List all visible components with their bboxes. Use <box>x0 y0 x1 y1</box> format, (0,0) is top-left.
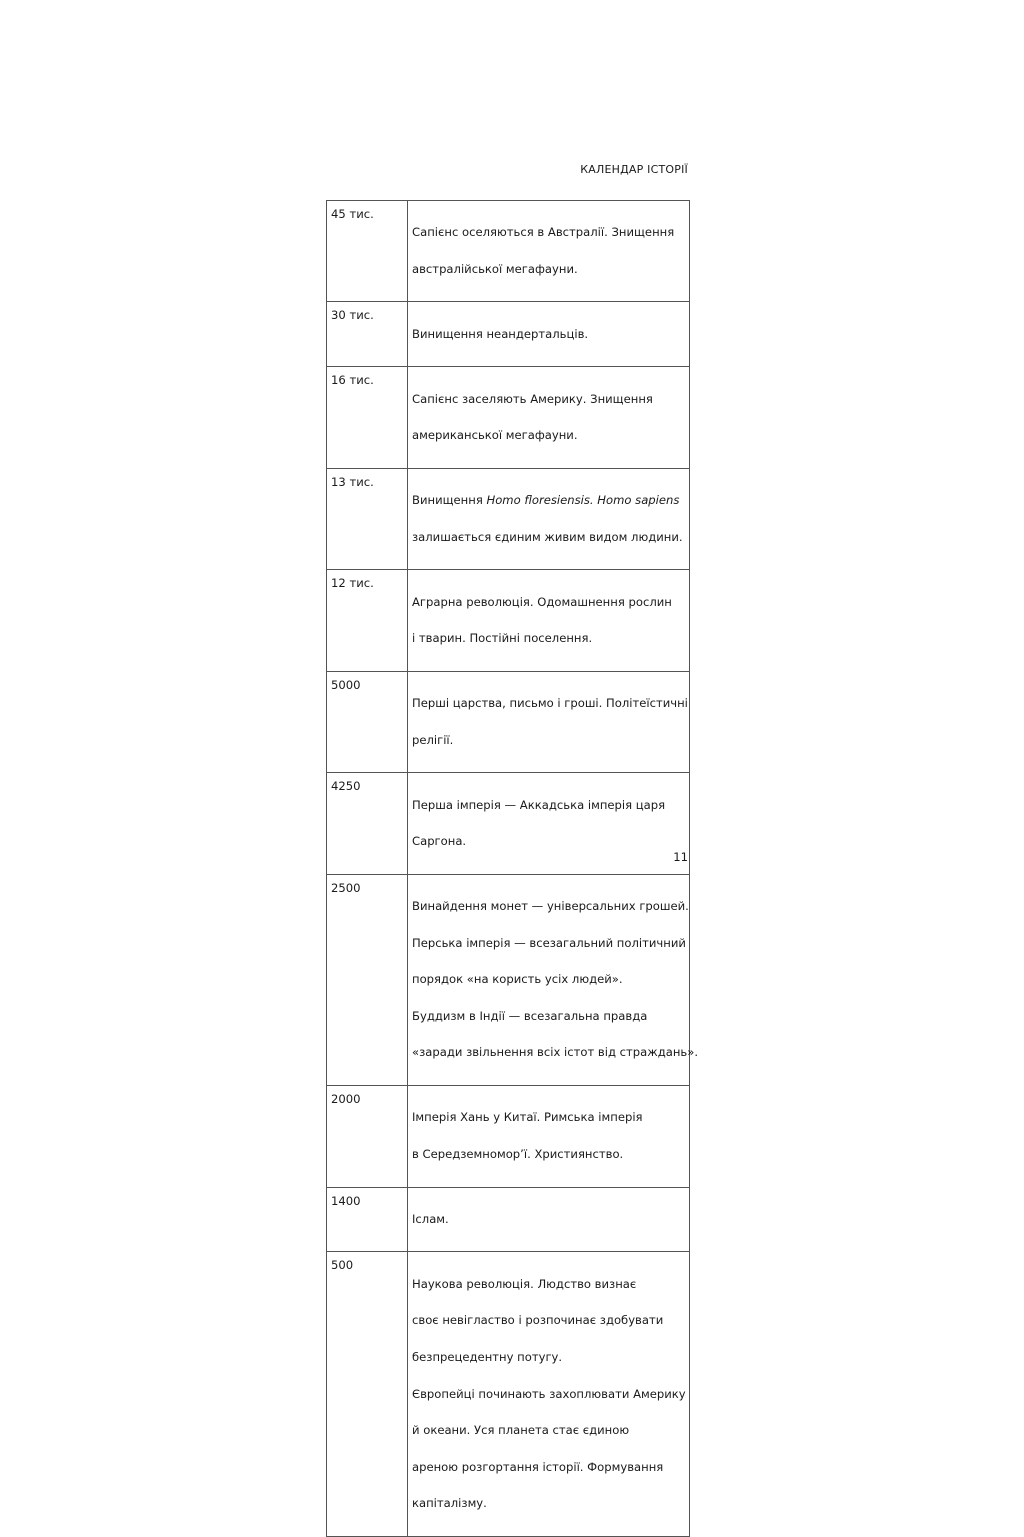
event-cell <box>408 468 690 569</box>
timeline-table <box>326 200 699 1537</box>
event-line: своє невігластво і розпочинає здобувати <box>412 1313 664 1328</box>
event-line: в Середземномор’ї. Християнство. <box>412 1146 624 1161</box>
event-line: Саргона. <box>412 834 467 849</box>
event-line: капіталізму. <box>412 1496 487 1511</box>
date-cell: 1400 <box>327 1187 408 1252</box>
event-line: Іслам. <box>412 1211 449 1226</box>
event-cell <box>408 302 690 367</box>
event-cell <box>408 1187 690 1252</box>
event-line: «заради звільнення всіх істот від страждань». <box>412 1045 699 1060</box>
table-row <box>327 671 690 772</box>
event-line <box>412 491 685 509</box>
event-line-prefix: Винищення <box>412 493 487 508</box>
date-cell: 2500 <box>327 874 408 1085</box>
date-cell: 16 тис. <box>327 367 408 468</box>
event-line: Наукова революція. Людство визнає <box>412 1276 637 1291</box>
date-cell: 5000 <box>327 671 408 772</box>
event-line: безпрецедентну потугу. <box>412 1349 563 1364</box>
event-line: американської мегафауни. <box>412 428 578 443</box>
table-row <box>327 302 690 367</box>
event-line: Європейці починають захоплювати Америку <box>412 1386 686 1401</box>
event-line: залишається єдиним живим видом людини. <box>412 529 683 544</box>
event-cell <box>408 1252 690 1536</box>
page-number: 11 <box>673 850 688 864</box>
event-line: Винищення неандертальців. <box>412 326 589 341</box>
date-cell: 4250 <box>327 773 408 874</box>
table-row <box>327 1086 690 1187</box>
table-row <box>327 367 690 468</box>
table-row <box>327 468 690 569</box>
event-line: релігії. <box>412 732 454 747</box>
species-names: Homo floresiensis. Homo sapiens <box>486 493 680 508</box>
event-line: Сапієнс оселяються в Австралії. Знищення <box>412 225 675 240</box>
event-line: Перші царства, письмо і гроші. Політеїстичні <box>412 696 688 711</box>
event-line: Сапієнс заселяють Америку. Знищення <box>412 391 653 406</box>
table-row <box>327 1187 690 1252</box>
running-header: КАЛЕНДАР ІСТОРІЇ <box>580 163 688 176</box>
date-cell: 30 тис. <box>327 302 408 367</box>
date-cell: 500 <box>327 1252 408 1536</box>
date-cell: 45 тис. <box>327 201 408 302</box>
event-cell <box>408 201 690 302</box>
event-cell <box>408 1086 690 1187</box>
table-row <box>327 773 690 874</box>
event-cell <box>408 570 690 671</box>
table-row <box>327 874 690 1085</box>
event-line: Винайдення монет — універсальних грошей. <box>412 899 689 914</box>
event-line: Буддизм в Індії — всезагальна правда <box>412 1008 648 1023</box>
table-row <box>327 1252 690 1536</box>
event-line: австралійської мегафауни. <box>412 261 578 276</box>
table-row <box>327 570 690 671</box>
event-cell <box>408 874 699 1085</box>
event-cell <box>408 367 690 468</box>
event-line: й океани. Уся планета стає єдиною <box>412 1423 630 1438</box>
date-cell: 12 тис. <box>327 570 408 671</box>
table-row <box>327 201 690 302</box>
date-cell: 2000 <box>327 1086 408 1187</box>
event-cell <box>408 671 690 772</box>
event-line: ареною розгортання історії. Формування <box>412 1459 664 1474</box>
event-line: порядок «на користь усіх людей». <box>412 972 623 987</box>
date-cell: 13 тис. <box>327 468 408 569</box>
event-line: і тварин. Постійні поселення. <box>412 631 593 646</box>
event-line: Аграрна революція. Одомашнення рослин <box>412 594 672 609</box>
event-line: Перша імперія — Аккадська імперія царя <box>412 797 666 812</box>
event-line: Перська імперія — всезагальний політичний <box>412 935 686 950</box>
event-line: Імперія Хань у Китаї. Римська імперія <box>412 1110 643 1125</box>
